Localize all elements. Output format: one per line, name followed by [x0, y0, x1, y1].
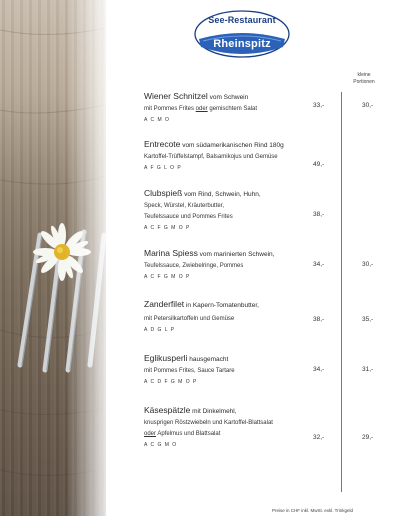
item-description-line2: Teufelssauce und Pommes Frites [144, 214, 233, 220]
price-footnote: Preise in CHF inkl. MwSt. exkl. Trinkgeld [272, 508, 354, 513]
menu-item [144, 90, 340, 124]
item-price: 38,- [313, 211, 325, 218]
menu-item [144, 298, 340, 334]
item-price: 34,- [313, 261, 325, 268]
allergen-codes: A C G M O [144, 442, 178, 448]
allergen-codes: A C F G M O P [144, 225, 191, 231]
item-name: Zanderfilet in Kapern-Tomatenbutter, [144, 299, 259, 309]
restaurant-logo [193, 9, 291, 59]
item-price: 34,- [313, 366, 325, 373]
photo-panel [0, 0, 106, 516]
item-name: Clubspieß vom Rind, Schwein, Huhn, [144, 188, 261, 198]
column-divider [341, 92, 342, 492]
item-name: Eglikusperli hausgemacht [144, 353, 229, 363]
allergen-codes: A C F G M O P [144, 274, 191, 280]
item-description: mit Pommes Frites, Sauce Tartare [144, 368, 235, 374]
item-description: mit Pommes Frites oder gemischtem Salat [144, 106, 258, 112]
photo-fade [66, 0, 106, 516]
menu-item [144, 138, 340, 172]
item-name: Marina Spiess vom marinierten Schwein, [144, 248, 275, 258]
logo-line2: Rheinspitz [213, 38, 271, 50]
allergen-codes: A F G L O P [144, 165, 182, 171]
item-price: 32,- [313, 434, 325, 441]
menu-item [144, 404, 340, 449]
item-description: Teufelssauce, Zwiebelringe, Pommes [144, 263, 244, 269]
small-portion-price: 30,- [362, 261, 374, 268]
item-description-line1: knusprigen Röstzwiebeln und Kartoffel-Blattsalat [144, 420, 273, 426]
menu-item [144, 247, 340, 281]
small-portions-header-line1: kleine [357, 72, 371, 78]
item-description: Kartoffel-Trüffelstampf, Balsamikojus und Gemüse [144, 154, 278, 160]
small-portion-price: 30,- [362, 102, 374, 109]
item-price: 49,- [313, 161, 325, 168]
allergen-codes: A C M O [144, 117, 170, 123]
item-name: Wiener Schnitzel vom Schwein [144, 91, 249, 101]
item-name: Käsespätzle mit Dinkelmehl, [144, 405, 237, 415]
small-portions-header [340, 72, 388, 86]
item-price: 33,- [313, 102, 325, 109]
small-portion-price: 31,- [362, 366, 374, 373]
small-portion-price: 29,- [362, 434, 374, 441]
item-description: mit Petersilkartoffeln und Gemüse [144, 316, 235, 322]
logo-line1: See-Restaurant [208, 15, 276, 25]
allergen-codes: A C D F G M O P [144, 379, 198, 385]
item-name: Entrecote vom südamerikanischen Rind 180g [144, 139, 284, 149]
menu-item [144, 352, 340, 386]
small-portions-header-line2: Portionen [353, 79, 375, 85]
item-description-line2: oder Apfelmus und Blattsalat [144, 431, 221, 437]
item-price: 38,- [313, 316, 325, 323]
allergen-codes: A D G L P [144, 327, 176, 333]
menu-item [144, 187, 340, 232]
small-portion-price: 35,- [362, 316, 374, 323]
item-description-line1: Speck, Würstel, Kräuterbutter, [144, 203, 225, 209]
